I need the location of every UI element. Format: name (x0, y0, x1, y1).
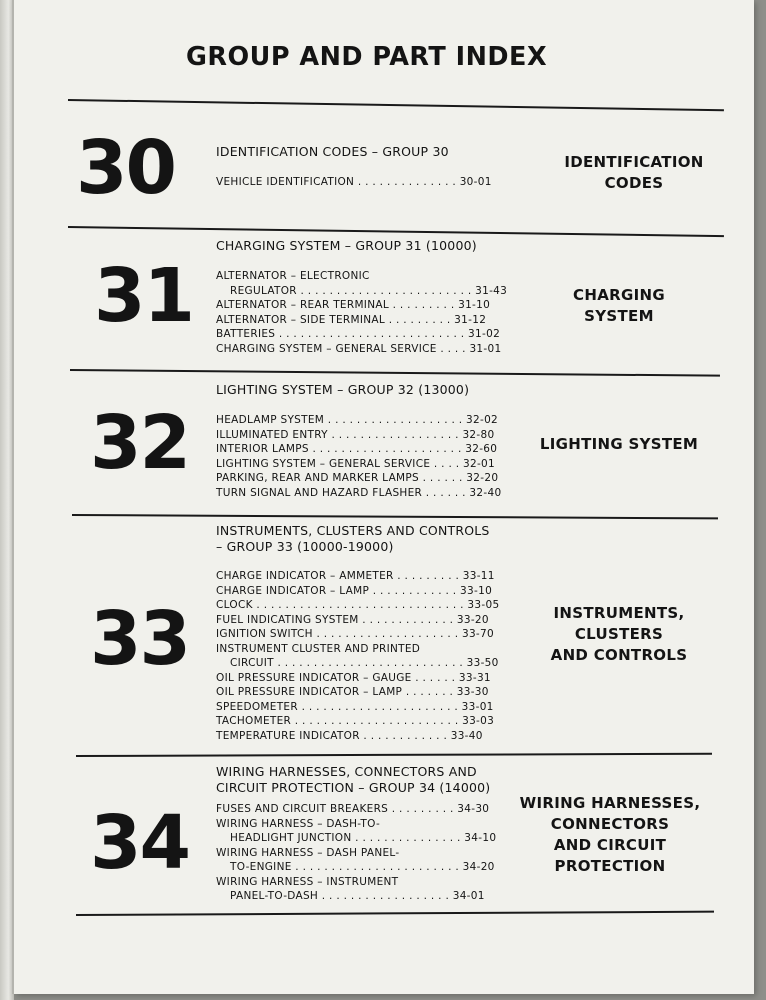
document-page (14, 0, 754, 994)
index-entry: WIRING HARNESS – DASH-TO- (216, 817, 381, 830)
group-heading (216, 238, 477, 253)
index-entry: VEHICLE IDENTIFICATION . . . . . . . . . . . . . . 30-01 (216, 176, 492, 188)
index-entry: TURN SIGNAL AND HAZARD FLASHER . . . . . . 32-40 (216, 486, 502, 499)
section-tab-line: AND CONTROLS (550, 646, 688, 664)
group-number: 33 (90, 596, 189, 682)
index-entry: SPEEDOMETER . . . . . . . . . . . . . . . . . . . . . . 33-01 (216, 700, 494, 713)
group-heading-line: INSTRUMENTS, CLUSTERS AND CONTROLS (216, 523, 490, 538)
index-entry: WIRING HARNESS – DASH PANEL- (216, 846, 400, 859)
index-entry: REGULATOR . . . . . . . . . . . . . . . . . . . . . . . . 31-43 (230, 284, 508, 297)
index-entry: PARKING, REAR AND MARKER LAMPS . . . . . . 32-20 (216, 472, 499, 484)
index-entry: ALTERNATOR – SIDE TERMINAL . . . . . . . . . 31-12 (216, 313, 487, 326)
index-entry: CHARGING SYSTEM – GENERAL SERVICE . . . . 31-01 (216, 342, 502, 355)
divider-rule (72, 514, 718, 519)
index-entry: INTERIOR LAMPS . . . . . . . . . . . . . . . . . . . . . 32-60 (216, 443, 498, 455)
index-entry: OIL PRESSURE INDICATOR – LAMP . . . . . . . 33-30 (216, 686, 489, 698)
divider-rule (68, 99, 724, 111)
index-entry: IGNITION SWITCH . . . . . . . . . . . . . . . . . . . . 33-70 (216, 628, 494, 640)
index-entry: CIRCUIT . . . . . . . . . . . . . . . . . . . . . . . . . . 33-50 (230, 657, 499, 669)
group-heading-line: IDENTIFICATION CODES – GROUP 30 (216, 144, 449, 159)
index-entry: HEADLAMP SYSTEM . . . . . . . . . . . . . . . . . . . 32-02 (216, 414, 499, 426)
section-tab-label (529, 603, 709, 666)
group-heading (216, 523, 490, 555)
group-heading (216, 764, 490, 796)
index-entry: ILLUMINATED ENTRY . . . . . . . . . . . . . . . . . . 32-80 (216, 428, 495, 441)
divider-rule (70, 369, 720, 377)
group-number: 34 (90, 800, 189, 886)
group-heading (216, 144, 449, 159)
index-entry: WIRING HARNESS – INSTRUMENT (216, 875, 399, 888)
index-entry: HEADLIGHT JUNCTION . . . . . . . . . . . . . . . 34-10 (230, 832, 497, 844)
group-heading-line: – GROUP 33 (10000-19000) (216, 539, 394, 554)
section-tab-line: PROTECTION (554, 857, 666, 875)
group-heading (216, 382, 469, 397)
group-entry-list (216, 269, 507, 356)
group-heading-line: WIRING HARNESSES, CONNECTORS AND (216, 764, 477, 779)
section-tab-line: CLUSTERS (574, 625, 664, 643)
index-entry: ALTERNATOR – REAR TERMINAL . . . . . . . . . 31-10 (216, 299, 491, 311)
section-tab-line: WIRING HARNESSES, (519, 794, 701, 812)
binding-edge (0, 0, 14, 1000)
index-entry: BATTERIES . . . . . . . . . . . . . . . . . . . . . . . . . . 31-02 (216, 328, 501, 340)
index-entry: INSTRUMENT CLUSTER AND PRINTED (216, 642, 421, 655)
section-tab-line: LIGHTING SYSTEM (539, 435, 699, 453)
index-entry: OIL PRESSURE INDICATOR – GAUGE . . . . . . 33-31 (216, 671, 491, 684)
index-entry: CHARGE INDICATOR – LAMP . . . . . . . . . . . . 33-10 (216, 584, 493, 597)
group-heading-line: CIRCUIT PROTECTION – GROUP 34 (14000) (216, 780, 491, 795)
index-entry: CHARGE INDICATOR – AMMETER . . . . . . . . . 33-11 (216, 570, 495, 582)
index-entry: FUEL INDICATING SYSTEM . . . . . . . . . . . . . 33-20 (216, 613, 489, 626)
page-title: GROUP AND PART INDEX (186, 42, 548, 72)
section-tab-label (529, 285, 709, 327)
divider-rule (68, 226, 724, 237)
group-entry-list (216, 802, 496, 904)
index-entry: LIGHTING SYSTEM – GENERAL SERVICE . . . . 32-01 (216, 457, 496, 470)
divider-rule (76, 911, 714, 916)
group-entry-list (216, 413, 501, 500)
index-entry: PANEL-TO-DASH . . . . . . . . . . . . . . . . . . 34-01 (230, 890, 485, 902)
group-entry-list (216, 569, 499, 743)
section-tab-line: AND CIRCUIT (553, 836, 667, 854)
index-entry: TEMPERATURE INDICATOR . . . . . . . . . . . . 33-40 (216, 729, 483, 742)
index-entry: CLOCK . . . . . . . . . . . . . . . . . . . . . . . . . . . . . 33-05 (216, 599, 500, 611)
group-number: 30 (76, 125, 175, 211)
section-tab-label (544, 152, 724, 194)
group-entry-list (216, 175, 492, 190)
section-tab-line: CHARGING (573, 286, 665, 304)
section-tab-line: SYSTEM (584, 307, 654, 325)
section-tab-label (529, 434, 709, 455)
section-tab-line: CODES (604, 174, 664, 192)
index-entry: FUSES AND CIRCUIT BREAKERS . . . . . . . . . 34-30 (216, 803, 490, 815)
group-heading-line: LIGHTING SYSTEM – GROUP 32 (13000) (216, 382, 470, 397)
index-entry: TACHOMETER . . . . . . . . . . . . . . . . . . . . . . . 33-03 (216, 715, 495, 727)
section-tab-label (510, 793, 710, 877)
group-number: 32 (90, 400, 189, 486)
group-heading-line: CHARGING SYSTEM – GROUP 31 (10000) (216, 238, 477, 253)
index-entry: ALTERNATOR – ELECTRONIC (216, 270, 370, 282)
group-number: 31 (94, 253, 193, 339)
divider-rule (76, 753, 712, 757)
index-entry: TO-ENGINE . . . . . . . . . . . . . . . . . . . . . . . 34-20 (230, 861, 495, 873)
section-tab-line: CONNECTORS (550, 815, 670, 833)
section-tab-line: INSTRUMENTS, (553, 604, 685, 622)
section-tab-line: IDENTIFICATION (564, 153, 704, 171)
